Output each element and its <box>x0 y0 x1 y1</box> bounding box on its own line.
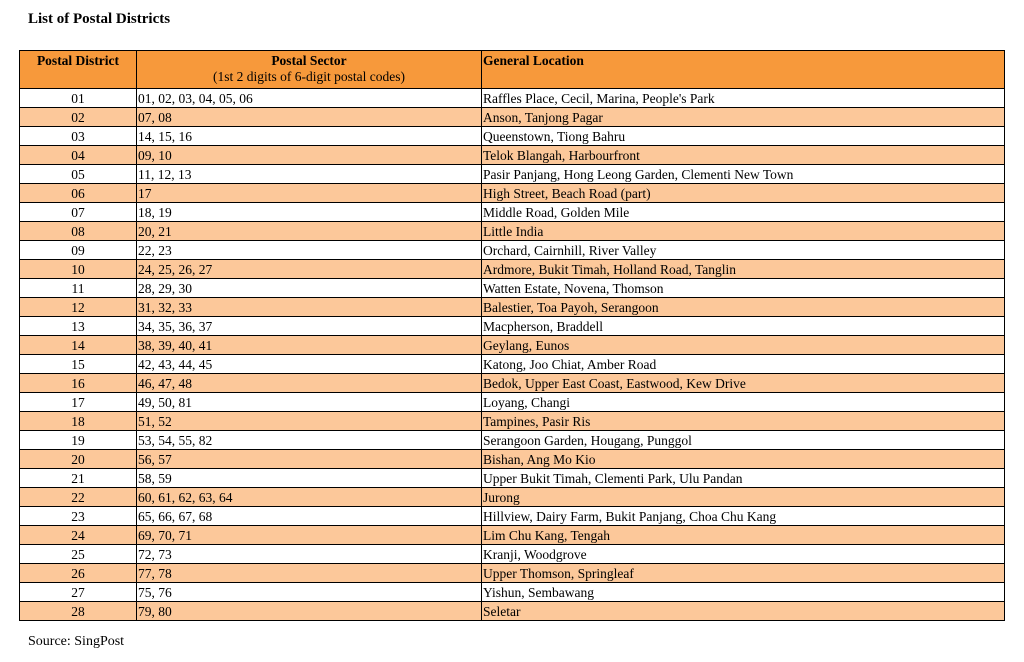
location-cell: Orchard, Cairnhill, River Valley <box>482 241 1005 260</box>
district-cell: 10 <box>20 260 137 279</box>
location-cell: Balestier, Toa Payoh, Serangoon <box>482 298 1005 317</box>
header-postal-sector-subtitle: (1st 2 digits of 6-digit postal codes) <box>213 69 405 84</box>
sector-cell: 77, 78 <box>137 564 482 583</box>
district-cell: 28 <box>20 602 137 621</box>
district-cell: 04 <box>20 146 137 165</box>
table-row <box>20 602 1005 621</box>
header-postal-district-label: Postal District <box>36 53 120 68</box>
district-cell: 18 <box>20 412 137 431</box>
table-row <box>20 564 1005 583</box>
sector-cell: 07, 08 <box>137 108 482 127</box>
location-cell: Queenstown, Tiong Bahru <box>482 127 1005 146</box>
header-general-location <box>482 51 1005 89</box>
table-row <box>20 317 1005 336</box>
location-cell: Pasir Panjang, Hong Leong Garden, Clementi New Town <box>482 165 1005 184</box>
sector-cell: 72, 73 <box>137 545 482 564</box>
sector-cell: 14, 15, 16 <box>137 127 482 146</box>
sector-cell: 38, 39, 40, 41 <box>137 336 482 355</box>
table-row <box>20 336 1005 355</box>
table-row <box>20 165 1005 184</box>
location-cell: Serangoon Garden, Hougang, Punggol <box>482 431 1005 450</box>
location-cell: Jurong <box>482 488 1005 507</box>
location-cell: Kranji, Woodgrove <box>482 545 1005 564</box>
table-row <box>20 184 1005 203</box>
location-cell: Raffles Place, Cecil, Marina, People's Park <box>482 89 1005 108</box>
district-cell: 16 <box>20 374 137 393</box>
table-row <box>20 89 1005 108</box>
sector-cell: 28, 29, 30 <box>137 279 482 298</box>
sector-cell: 58, 59 <box>137 469 482 488</box>
location-cell: Little India <box>482 222 1005 241</box>
location-cell: Middle Road, Golden Mile <box>482 203 1005 222</box>
sector-cell: 65, 66, 67, 68 <box>137 507 482 526</box>
sector-cell: 56, 57 <box>137 450 482 469</box>
table-row <box>20 298 1005 317</box>
district-cell: 25 <box>20 545 137 564</box>
location-cell: Yishun, Sembawang <box>482 583 1005 602</box>
table-row <box>20 412 1005 431</box>
district-cell: 19 <box>20 431 137 450</box>
header-postal-sector-label: Postal Sector <box>271 53 347 68</box>
sector-cell: 49, 50, 81 <box>137 393 482 412</box>
location-cell: Upper Bukit Timah, Clementi Park, Ulu Pandan <box>482 469 1005 488</box>
table-row <box>20 108 1005 127</box>
location-cell: High Street, Beach Road (part) <box>482 184 1005 203</box>
table-row <box>20 507 1005 526</box>
table-row <box>20 279 1005 298</box>
location-cell: Watten Estate, Novena, Thomson <box>482 279 1005 298</box>
district-cell: 02 <box>20 108 137 127</box>
sector-cell: 22, 23 <box>137 241 482 260</box>
table-row <box>20 450 1005 469</box>
sector-cell: 42, 43, 44, 45 <box>137 355 482 374</box>
table-body <box>20 89 1005 621</box>
table-row <box>20 583 1005 602</box>
header-general-location-label: General Location <box>483 53 584 68</box>
table-row <box>20 488 1005 507</box>
location-cell: Upper Thomson, Springleaf <box>482 564 1005 583</box>
sector-cell: 11, 12, 13 <box>137 165 482 184</box>
table-row <box>20 469 1005 488</box>
table-row <box>20 526 1005 545</box>
postal-districts-table <box>19 50 1005 621</box>
location-cell: Loyang, Changi <box>482 393 1005 412</box>
sector-cell: 09, 10 <box>137 146 482 165</box>
sector-cell: 31, 32, 33 <box>137 298 482 317</box>
sector-cell: 51, 52 <box>137 412 482 431</box>
sector-cell: 75, 76 <box>137 583 482 602</box>
location-cell: Lim Chu Kang, Tengah <box>482 526 1005 545</box>
district-cell: 21 <box>20 469 137 488</box>
district-cell: 24 <box>20 526 137 545</box>
sector-cell: 24, 25, 26, 27 <box>137 260 482 279</box>
district-cell: 22 <box>20 488 137 507</box>
location-cell: Telok Blangah, Harbourfront <box>482 146 1005 165</box>
table-row <box>20 545 1005 564</box>
table-row <box>20 431 1005 450</box>
district-cell: 01 <box>20 89 137 108</box>
table-row <box>20 222 1005 241</box>
district-cell: 27 <box>20 583 137 602</box>
table-row <box>20 203 1005 222</box>
district-cell: 20 <box>20 450 137 469</box>
sector-cell: 20, 21 <box>137 222 482 241</box>
district-cell: 08 <box>20 222 137 241</box>
sector-cell: 34, 35, 36, 37 <box>137 317 482 336</box>
district-cell: 12 <box>20 298 137 317</box>
location-cell: Ardmore, Bukit Timah, Holland Road, Tanglin <box>482 260 1005 279</box>
sector-cell: 69, 70, 71 <box>137 526 482 545</box>
district-cell: 09 <box>20 241 137 260</box>
location-cell: Katong, Joo Chiat, Amber Road <box>482 355 1005 374</box>
table-row <box>20 241 1005 260</box>
sector-cell: 18, 19 <box>137 203 482 222</box>
table-row <box>20 355 1005 374</box>
sector-cell: 17 <box>137 184 482 203</box>
table-header <box>20 51 1005 89</box>
district-cell: 05 <box>20 165 137 184</box>
location-cell: Macpherson, Braddell <box>482 317 1005 336</box>
table-row <box>20 146 1005 165</box>
district-cell: 14 <box>20 336 137 355</box>
location-cell: Seletar <box>482 602 1005 621</box>
location-cell: Geylang, Eunos <box>482 336 1005 355</box>
header-postal-district <box>20 51 137 89</box>
header-postal-sector <box>137 51 482 89</box>
header-row <box>20 51 1005 89</box>
district-cell: 06 <box>20 184 137 203</box>
table-row <box>20 127 1005 146</box>
district-cell: 23 <box>20 507 137 526</box>
sector-cell: 60, 61, 62, 63, 64 <box>137 488 482 507</box>
district-cell: 13 <box>20 317 137 336</box>
district-cell: 26 <box>20 564 137 583</box>
location-cell: Tampines, Pasir Ris <box>482 412 1005 431</box>
sector-cell: 79, 80 <box>137 602 482 621</box>
table-row <box>20 393 1005 412</box>
location-cell: Anson, Tanjong Pagar <box>482 108 1005 127</box>
district-cell: 07 <box>20 203 137 222</box>
table-row <box>20 260 1005 279</box>
page-title: List of Postal Districts <box>28 11 171 27</box>
location-cell: Hillview, Dairy Farm, Bukit Panjang, Choa Chu Kang <box>482 507 1005 526</box>
sector-cell: 46, 47, 48 <box>137 374 482 393</box>
source-note: Source: SingPost <box>28 634 125 649</box>
district-cell: 11 <box>20 279 137 298</box>
sector-cell: 01, 02, 03, 04, 05, 06 <box>137 89 482 108</box>
district-cell: 15 <box>20 355 137 374</box>
location-cell: Bedok, Upper East Coast, Eastwood, Kew Drive <box>482 374 1005 393</box>
district-cell: 03 <box>20 127 137 146</box>
location-cell: Bishan, Ang Mo Kio <box>482 450 1005 469</box>
table-row <box>20 374 1005 393</box>
sector-cell: 53, 54, 55, 82 <box>137 431 482 450</box>
district-cell: 17 <box>20 393 137 412</box>
